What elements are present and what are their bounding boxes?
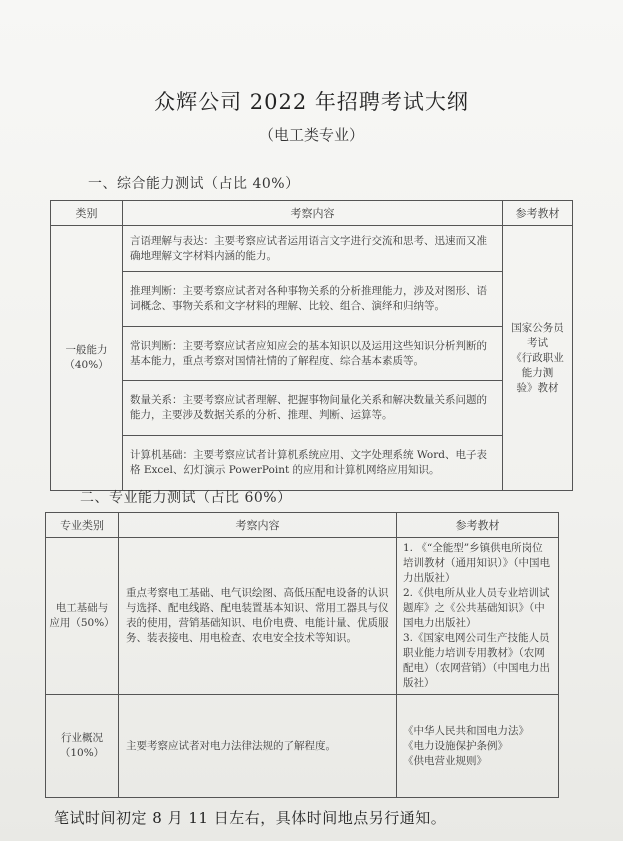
reference-cell (397, 538, 559, 695)
reference-line: 《行政职业能力测 (511, 351, 564, 379)
reference-item: 1. 《“全能型”乡镇供电所岗位培训教材（通用知识）》（中国电力出版社） (403, 542, 550, 584)
category-weight: 应用（50%） (49, 617, 115, 629)
reference-item: 3.《国家电网公司生产技能人员职业能力培训专用教材》（农网配电）（农网营销）（中国电力出版社） (403, 632, 550, 689)
table-row (51, 327, 573, 381)
section1-heading: 一、综合能力测试（占比 40%） (88, 176, 300, 192)
category-name: 行业概况 (61, 732, 103, 744)
category-weight: （10%） (59, 747, 105, 759)
category-cell (46, 538, 119, 695)
reference-cell (397, 695, 559, 798)
content-electrical-basics: 重点考察电工基础、电气识绘图、高低压配电设备的认识与选择、配电线路、配电装置基本知识、常用工器具与仪表的使用，营销基础知识、电价电费、电能计量、优质服务、装表接电、用电检查、农电安全技术等知识。 (119, 538, 397, 695)
general-ability-table (50, 200, 573, 491)
category-weight: （40%） (64, 359, 109, 371)
reference-cell (503, 226, 573, 491)
header-category: 专业类别 (46, 513, 119, 538)
header-reference: 参考教材 (503, 201, 573, 226)
table-row (51, 436, 573, 491)
document-title: 众辉公司 2022 年招聘考试大纲 (154, 90, 469, 114)
category-cell (51, 226, 123, 491)
header-reference: 参考教材 (397, 513, 559, 538)
table-row (51, 272, 573, 327)
section2-heading: 二、专业能力测试（占比 60%） (80, 490, 292, 506)
content-verbal: 言语理解与表达：主要考察应试者运用语言文字进行交流和思考、迅速而又准确地理解文字材料内涵的能力。 (123, 226, 503, 272)
reference-item: 《中华人民共和国电力法》 (403, 724, 529, 737)
category-name: 电工基础与 (55, 602, 109, 614)
table-row (46, 538, 559, 695)
content-computer: 计算机基础：主要考察应试者计算机系统应用、文字处理系统 Word、电子表格 Excel、幻灯演示 PowerPoint 的应用和计算机网络应用知识。 (123, 436, 503, 491)
table-row (46, 695, 559, 798)
reference-item: 《供电营业规则》 (403, 754, 487, 767)
professional-ability-table (45, 512, 559, 798)
table-row (51, 381, 573, 436)
exam-date-note: 笔试时间初定 8 月 11 日左右，具体时间地点另行通知。 (54, 809, 447, 827)
category-cell (46, 695, 119, 798)
table-header-row (51, 201, 573, 226)
document-subtitle: （电工类专业） (258, 126, 364, 144)
table-row (51, 226, 573, 272)
content-reasoning: 推理判断：主要考察应试者对各种事物关系的分析推理能力，涉及对图形、语词概念、事物关系和文字材料的理解、比较、组合、演绎和归纳等。 (123, 272, 503, 327)
table-header-row (46, 513, 559, 538)
reference-line: 国家公务员考试 (511, 321, 564, 349)
header-category: 类别 (51, 201, 123, 226)
content-industry-overview: 主要考察应试者对电力法律法规的了解程度。 (119, 695, 397, 798)
reference-line: 验》教材 (516, 381, 559, 394)
header-content: 考察内容 (119, 513, 397, 538)
content-common-sense: 常识判断：主要考察应试者应知应会的基本知识以及运用这些知识分析判断的基本能力，重点考察对国情社情的了解程度、综合基本素质等。 (123, 327, 503, 381)
header-content: 考察内容 (123, 201, 503, 226)
reference-item: 2.《供电所从业人员专业培训试题库》之《公共基础知识》（中国电力出版社） (403, 587, 550, 629)
category-name: 一般能力 (65, 344, 108, 356)
reference-item: 《电力设施保护条例》 (403, 739, 508, 752)
content-quantitative: 数量关系：主要考察应试者理解、把握事物间量化关系和解决数量关系问题的能力，主要涉及数据关系的分析、推理、判断、运算等。 (123, 381, 503, 436)
